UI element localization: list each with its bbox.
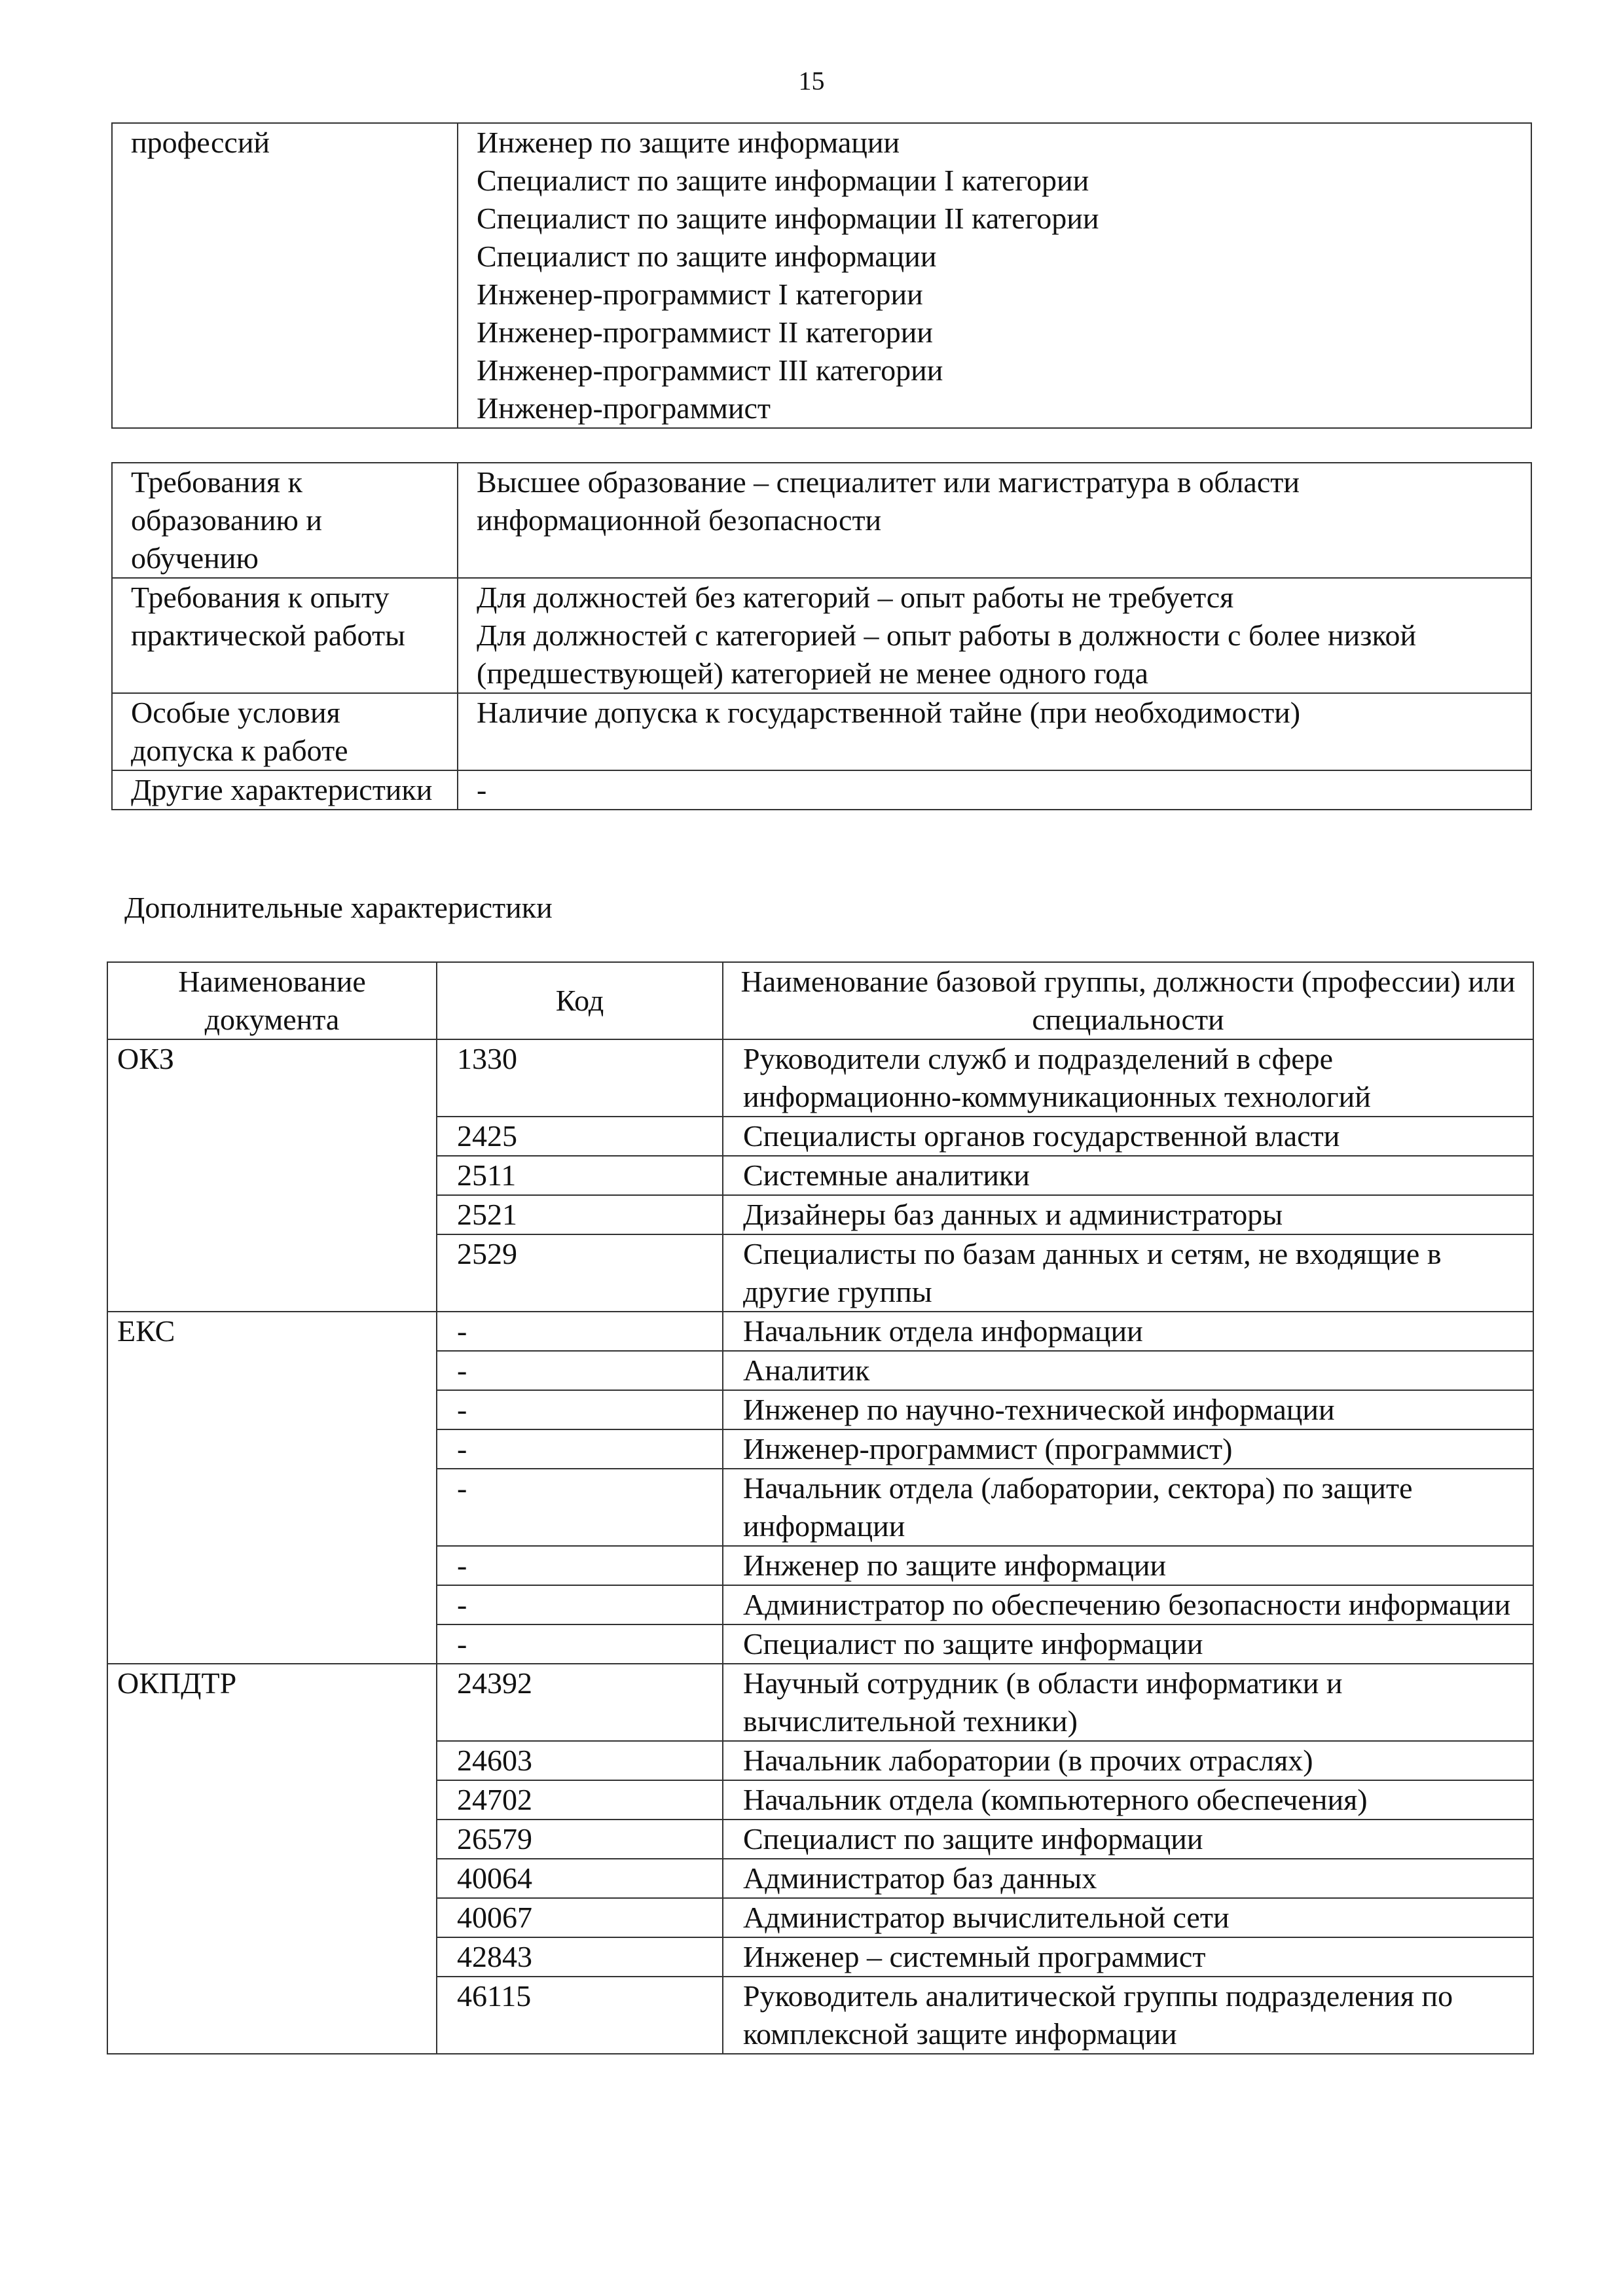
requirement-label: Другие характеристики — [112, 770, 458, 810]
doc-cell: ОКПДТР — [107, 1664, 437, 2054]
code-cell: - — [437, 1546, 723, 1585]
requirement-label: Требования к опыту практической работы — [112, 578, 458, 693]
profession-item: Инженер-программист II категории — [477, 315, 934, 349]
code-cell: - — [437, 1585, 723, 1624]
name-cell: Системные аналитики — [723, 1156, 1533, 1195]
header-code: Код — [437, 962, 723, 1039]
profession-item: Специалист по защите информации I категории — [477, 164, 1089, 197]
code-cell: 24603 — [437, 1741, 723, 1780]
code-cell: - — [437, 1624, 723, 1664]
code-cell: 1330 — [437, 1039, 723, 1117]
requirement-value — [458, 578, 1531, 693]
name-cell: Администратор вычислительной сети — [723, 1898, 1533, 1937]
requirement-value-line: Наличие допуска к государственной тайне (при необходимости) — [477, 696, 1301, 729]
name-cell: Специалисты по базам данных и сетям, не входящие в другие группы — [723, 1234, 1533, 1312]
requirement-value — [458, 693, 1531, 770]
code-cell: - — [437, 1312, 723, 1351]
header-name: Наименование базовой группы, должности (профессии) или специальности — [723, 962, 1533, 1039]
requirement-value-line: Высшее образование – специалитет или магистратура в области информационной безопасности — [477, 465, 1300, 537]
code-cell: 46115 — [437, 1977, 723, 2054]
code-cell: 40067 — [437, 1898, 723, 1937]
code-cell: - — [437, 1469, 723, 1546]
header-document: Наименование документа — [107, 962, 437, 1039]
name-cell: Инженер по научно-технической информации — [723, 1390, 1533, 1429]
name-cell: Руководители служб и подразделений в сфере информационно-коммуникационных технологий — [723, 1039, 1533, 1117]
code-cell: 24392 — [437, 1664, 723, 1741]
code-cell: 2521 — [437, 1195, 723, 1234]
code-cell: 2529 — [437, 1234, 723, 1312]
requirement-label: Особые условия допуска к работе — [112, 693, 458, 770]
requirement-value-line: - — [477, 773, 487, 806]
requirement-value-line: Для должностей без категорий – опыт работы не требуется — [477, 581, 1234, 614]
doc-cell: ЕКС — [107, 1312, 437, 1664]
section-title: Дополнительные характеристики — [124, 891, 553, 924]
code-cell: 40064 — [437, 1859, 723, 1898]
name-cell: Аналитик — [723, 1351, 1533, 1390]
name-cell: Начальник отдела (компьютерного обеспечения) — [723, 1780, 1533, 1820]
table-row — [107, 1312, 1533, 1351]
requirement-row — [112, 770, 1531, 810]
name-cell: Руководитель аналитической группы подразделения по комплексной защите информации — [723, 1977, 1533, 2054]
code-cell: 2425 — [437, 1117, 723, 1156]
requirement-label: Требования к образованию и обучению — [112, 463, 458, 578]
page-number: 15 — [798, 66, 825, 96]
profession-item: Специалист по защите информации — [477, 240, 937, 273]
name-cell: Начальник отдела (лаборатории, сектора) по защите информации — [723, 1469, 1533, 1546]
code-cell: 2511 — [437, 1156, 723, 1195]
name-cell: Специалист по защите информации — [723, 1624, 1533, 1664]
table-header-row — [107, 962, 1533, 1039]
code-cell: 24702 — [437, 1780, 723, 1820]
profession-item: Специалист по защите информации II категории — [477, 202, 1099, 235]
requirement-value — [458, 770, 1531, 810]
code-cell: - — [437, 1351, 723, 1390]
doc-cell: ОКЗ — [107, 1039, 437, 1312]
name-cell: Инженер – системный программист — [723, 1937, 1533, 1977]
profession-item: Инженер-программист III категории — [477, 353, 943, 387]
code-cell: 42843 — [437, 1937, 723, 1977]
code-cell: - — [437, 1390, 723, 1429]
name-cell: Специалисты органов государственной власти — [723, 1117, 1533, 1156]
professions-list — [458, 123, 1531, 428]
code-cell: 26579 — [437, 1820, 723, 1859]
requirement-value-line: Для должностей с категорией – опыт работы в должности с более низкой (предшествующей) категорией не менее одного года — [477, 619, 1417, 690]
additional-characteristics-table — [107, 961, 1534, 2054]
professions-row — [112, 123, 1531, 428]
name-cell: Научный сотрудник (в области информатики и вычислительной техники) — [723, 1664, 1533, 1741]
profession-item: Инженер-программист I категории — [477, 278, 923, 311]
requirement-value — [458, 463, 1531, 578]
professions-label: профессий — [112, 123, 458, 428]
requirement-row — [112, 463, 1531, 578]
name-cell: Дизайнеры баз данных и администраторы — [723, 1195, 1533, 1234]
table-row — [107, 1664, 1533, 1741]
name-cell: Инженер по защите информации — [723, 1546, 1533, 1585]
profession-item: Инженер-программист — [477, 391, 771, 425]
name-cell: Специалист по защите информации — [723, 1820, 1533, 1859]
name-cell: Начальник отдела информации — [723, 1312, 1533, 1351]
requirements-table — [111, 462, 1532, 810]
profession-item: Инженер по защите информации — [477, 126, 900, 159]
requirement-row — [112, 578, 1531, 693]
requirement-row — [112, 693, 1531, 770]
name-cell: Администратор баз данных — [723, 1859, 1533, 1898]
table-row — [107, 1039, 1533, 1117]
name-cell: Инженер-программист (программист) — [723, 1429, 1533, 1469]
name-cell: Администратор по обеспечению безопасности информации — [723, 1585, 1533, 1624]
name-cell: Начальник лаборатории (в прочих отраслях) — [723, 1741, 1533, 1780]
professions-table — [111, 122, 1532, 429]
code-cell: - — [437, 1429, 723, 1469]
